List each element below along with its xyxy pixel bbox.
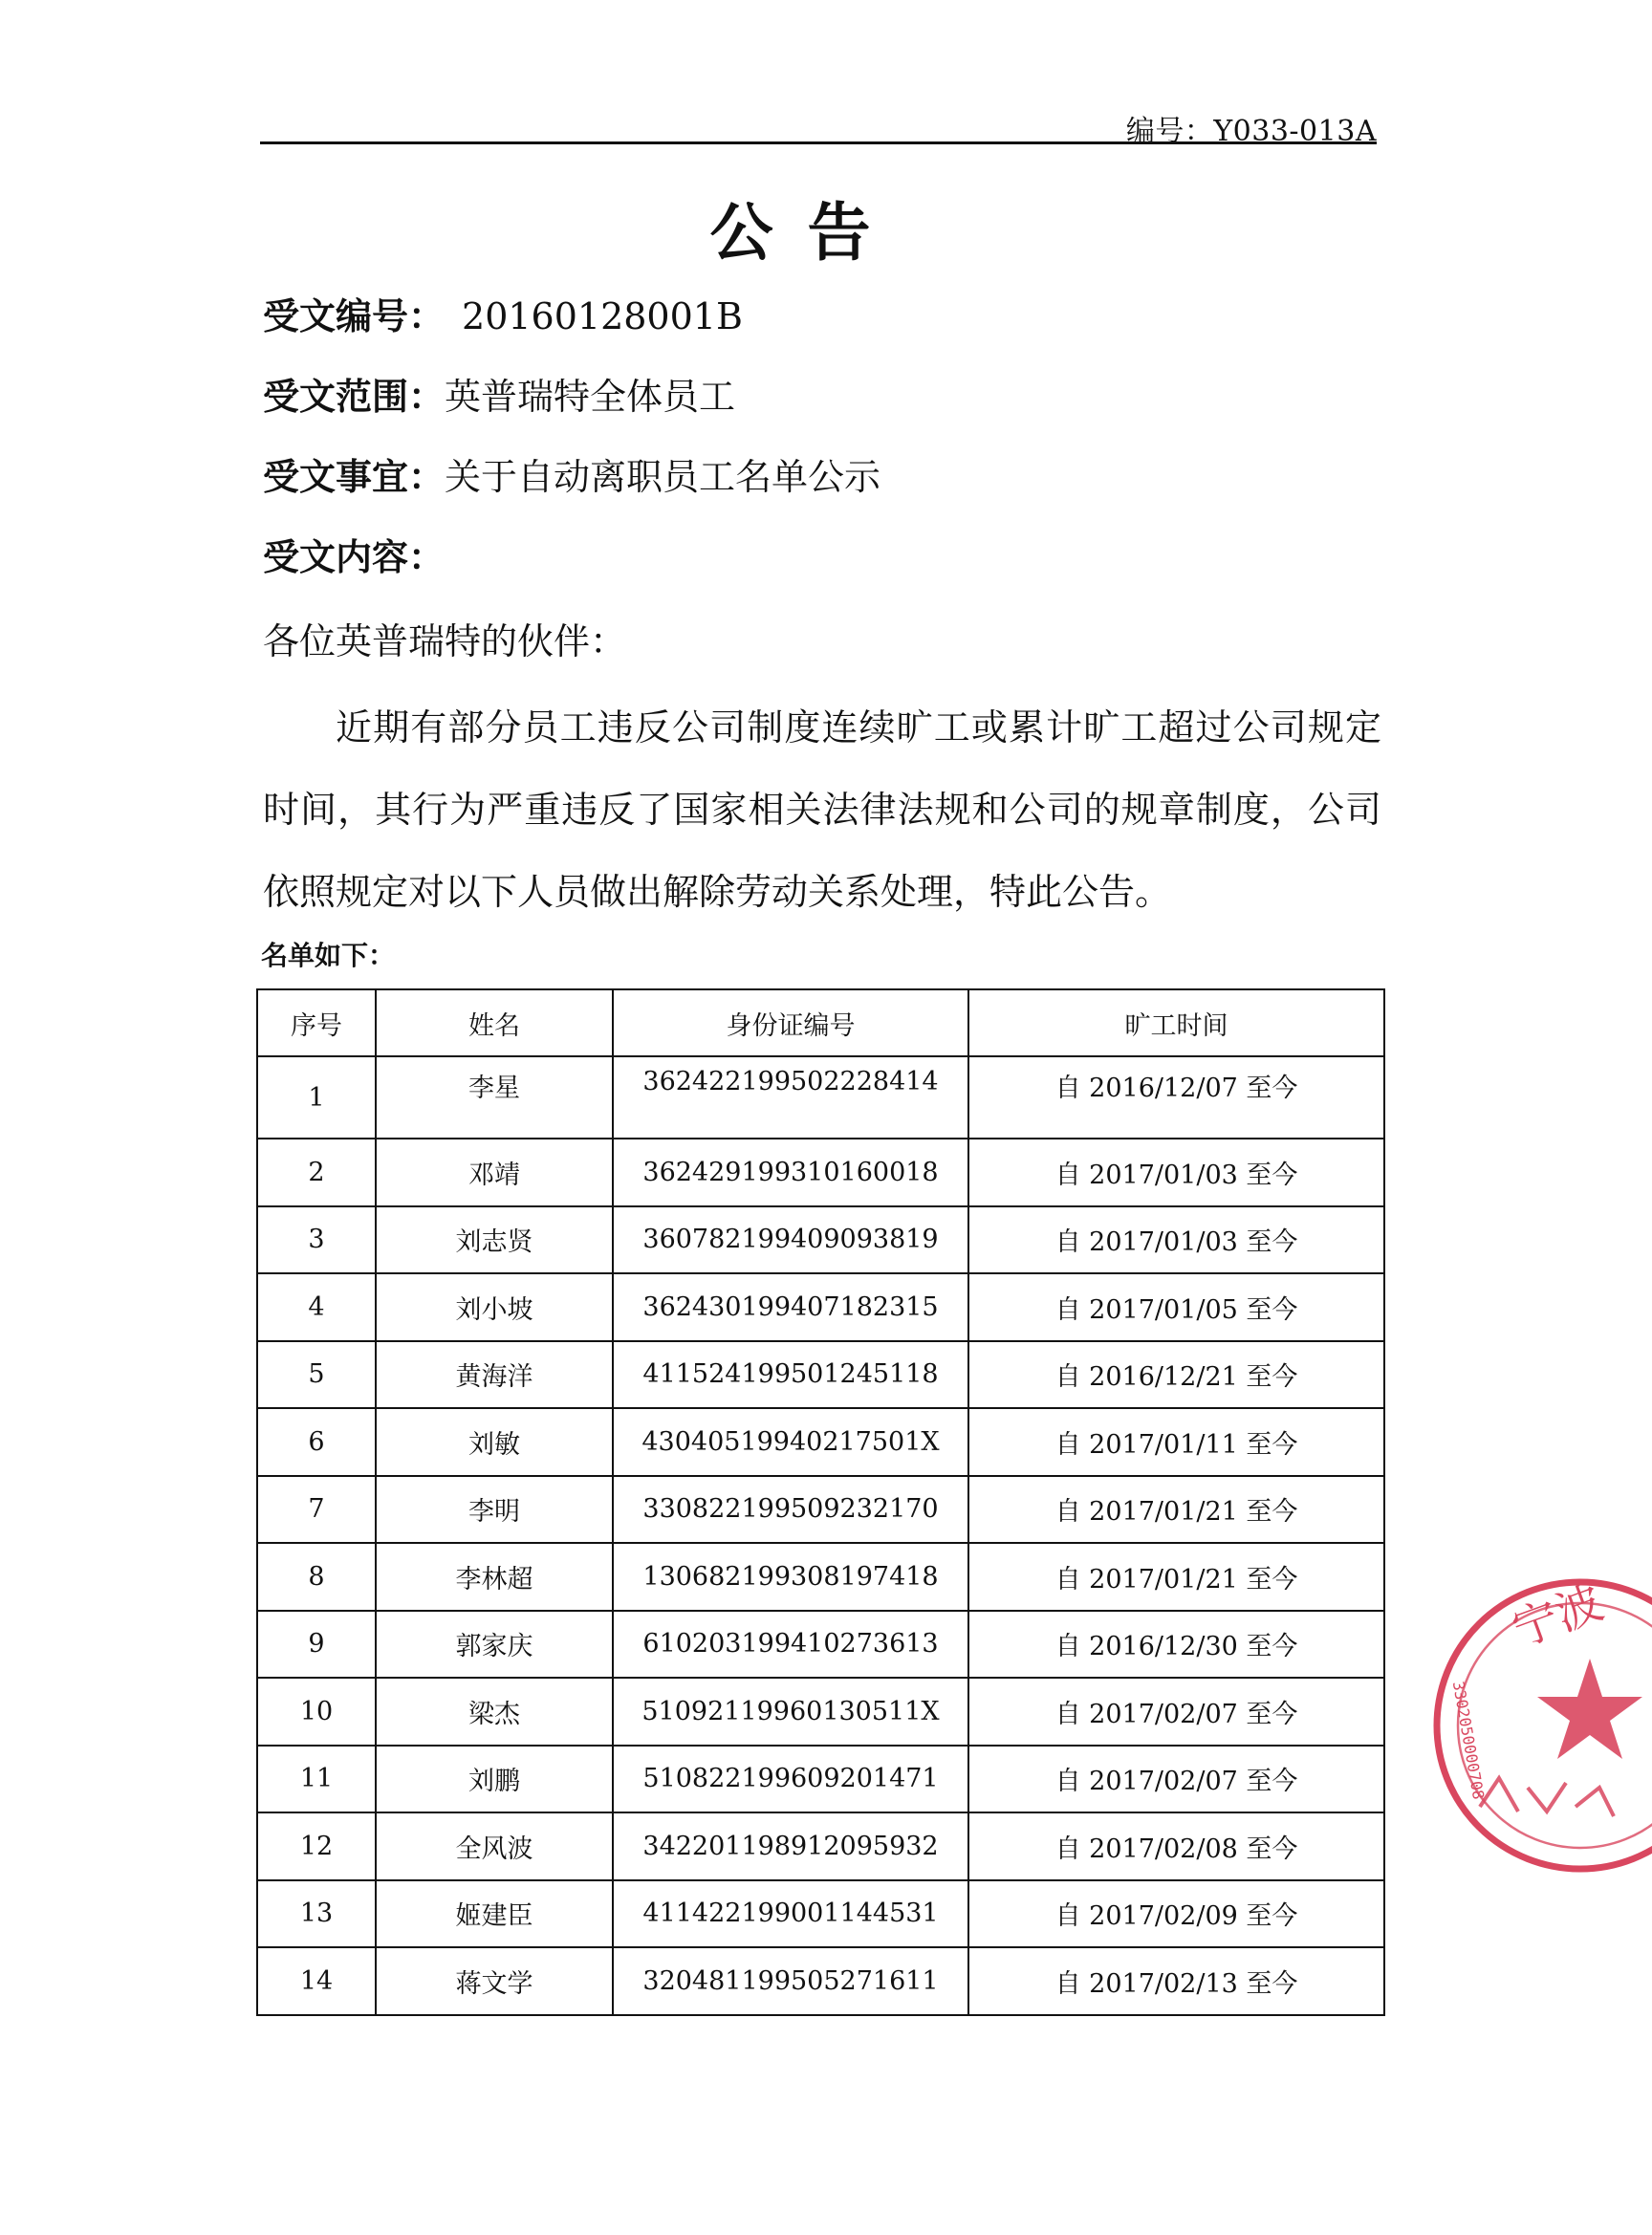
cell-index: 10 <box>257 1678 376 1746</box>
table-row <box>257 1056 1384 1139</box>
cell-idno: 360782199409093819 <box>613 1206 968 1274</box>
cell-name: 蒋文学 <box>376 1947 613 2015</box>
cell-index: 12 <box>257 1812 376 1880</box>
cell-name: 刘敏 <box>376 1408 613 1476</box>
doc-number-line <box>263 287 743 339</box>
table-row <box>257 1812 1384 1880</box>
cell-idno: 362430199407182315 <box>613 1273 968 1341</box>
cell-index: 11 <box>257 1746 376 1813</box>
cell-period: 自 2017/01/21 至今 <box>968 1543 1384 1611</box>
cell-index: 2 <box>257 1139 376 1206</box>
cell-period: 自 2017/01/03 至今 <box>968 1139 1384 1206</box>
content-line <box>263 528 445 580</box>
document-number: 编号：Y033-013A <box>1125 115 1377 148</box>
cell-index: 13 <box>257 1880 376 1948</box>
table-row <box>257 1746 1384 1813</box>
cell-idno: 510822199609201471 <box>613 1746 968 1813</box>
cell-index: 4 <box>257 1273 376 1341</box>
cell-idno: 320481199505271611 <box>613 1947 968 2015</box>
cell-index: 6 <box>257 1408 376 1476</box>
cell-index: 7 <box>257 1476 376 1544</box>
cell-period: 自 2017/01/03 至今 <box>968 1206 1384 1274</box>
cell-idno: 362429199310160018 <box>613 1139 968 1206</box>
subject-label: 受文事宜： <box>263 455 446 498</box>
header-name: 姓名 <box>376 989 613 1056</box>
cell-period: 自 2017/02/13 至今 <box>968 1947 1384 2015</box>
table-row <box>257 1678 1384 1746</box>
cell-period: 自 2017/01/11 至今 <box>968 1408 1384 1476</box>
cell-period: 自 2016/12/21 至今 <box>968 1341 1384 1409</box>
table-row <box>257 1139 1384 1206</box>
table-row <box>257 1611 1384 1679</box>
header-period: 旷工时间 <box>968 989 1384 1056</box>
cell-index: 9 <box>257 1611 376 1679</box>
cell-idno: 130682199308197418 <box>613 1543 968 1611</box>
cell-idno: 362422199502228414 <box>613 1056 968 1139</box>
cell-idno: 411524199501245118 <box>613 1341 968 1409</box>
table-body <box>257 1056 1384 2015</box>
cell-name: 李林超 <box>376 1543 613 1611</box>
subject-line <box>263 447 880 500</box>
table-row <box>257 1341 1384 1409</box>
scope-line <box>263 367 735 420</box>
cell-index: 1 <box>257 1056 376 1139</box>
cell-name: 李星 <box>376 1056 613 1139</box>
table-row <box>257 1543 1384 1611</box>
cell-idno: 411422199001144531 <box>613 1880 968 1948</box>
cell-period: 自 2017/02/07 至今 <box>968 1746 1384 1813</box>
cell-period: 自 2016/12/07 至今 <box>968 1056 1384 1139</box>
header-rule <box>260 141 1377 144</box>
cell-period: 自 2017/02/07 至今 <box>968 1678 1384 1746</box>
cell-idno: 342201198912095932 <box>613 1812 968 1880</box>
table-row <box>257 1947 1384 2015</box>
seal-star-icon <box>1537 1659 1642 1759</box>
cell-index: 8 <box>257 1543 376 1611</box>
table-header-row <box>257 989 1384 1056</box>
cell-name: 全风波 <box>376 1812 613 1880</box>
doc-number-label: 受文编号： <box>263 294 446 337</box>
list-label: 名单如下： <box>261 940 396 971</box>
cell-period: 自 2017/02/08 至今 <box>968 1812 1384 1880</box>
cell-idno: 51092119960130511X <box>613 1678 968 1746</box>
table-row <box>257 1408 1384 1476</box>
cell-index: 3 <box>257 1206 376 1274</box>
cell-name: 黄海洋 <box>376 1341 613 1409</box>
cell-idno: 43040519940217501X <box>613 1408 968 1476</box>
cell-period: 自 2017/02/09 至今 <box>968 1880 1384 1948</box>
header-id: 身份证编号 <box>613 989 968 1056</box>
header-index: 序号 <box>257 989 376 1056</box>
cell-idno: 610203199410273613 <box>613 1611 968 1679</box>
cell-index: 14 <box>257 1947 376 2015</box>
cell-name: 刘鹏 <box>376 1746 613 1813</box>
notice-body: 近期有部分员工违反公司制度连续旷工或累计旷工超过公司规定时间，其行为严重违反了国家相关法律法规和公司的规章制度，公司依照规定对以下人员做出解除劳动关系处理，特此公告。 <box>263 706 1381 913</box>
cell-name: 梁杰 <box>376 1678 613 1746</box>
cell-name: 刘志贤 <box>376 1206 613 1274</box>
scope-value: 英普瑞特全体员工 <box>445 376 736 418</box>
greeting: 各位英普瑞特的伙伴： <box>263 620 627 662</box>
cell-period: 自 2017/01/21 至今 <box>968 1476 1384 1544</box>
page-title: 公告 <box>709 195 905 270</box>
seal-side-text: 3302050000708 <box>1448 1680 1489 1801</box>
subject-value: 关于自动离职员工名单公示 <box>445 456 881 498</box>
doc-number-value: 20160128001B <box>462 295 743 337</box>
company-seal <box>1423 1568 1652 1883</box>
cell-period: 自 2016/12/30 至今 <box>968 1611 1384 1679</box>
cell-period: 自 2017/01/05 至今 <box>968 1273 1384 1341</box>
cell-name: 郭家庆 <box>376 1611 613 1679</box>
table-row <box>257 1206 1384 1274</box>
table-row <box>257 1273 1384 1341</box>
seal-bottom-marks <box>1480 1778 1614 1816</box>
scope-label: 受文范围： <box>263 375 446 418</box>
cell-idno: 330822199509232170 <box>613 1476 968 1544</box>
cell-index: 5 <box>257 1341 376 1409</box>
cell-name: 姬建臣 <box>376 1880 613 1948</box>
content-label: 受文内容： <box>263 535 446 578</box>
dismissal-table <box>256 988 1385 2016</box>
table-row <box>257 1476 1384 1544</box>
table-row <box>257 1880 1384 1948</box>
seal-top-text: 宁波 <box>1505 1575 1610 1658</box>
cell-name: 李明 <box>376 1476 613 1544</box>
cell-name: 刘小坡 <box>376 1273 613 1341</box>
cell-name: 邓靖 <box>376 1139 613 1206</box>
